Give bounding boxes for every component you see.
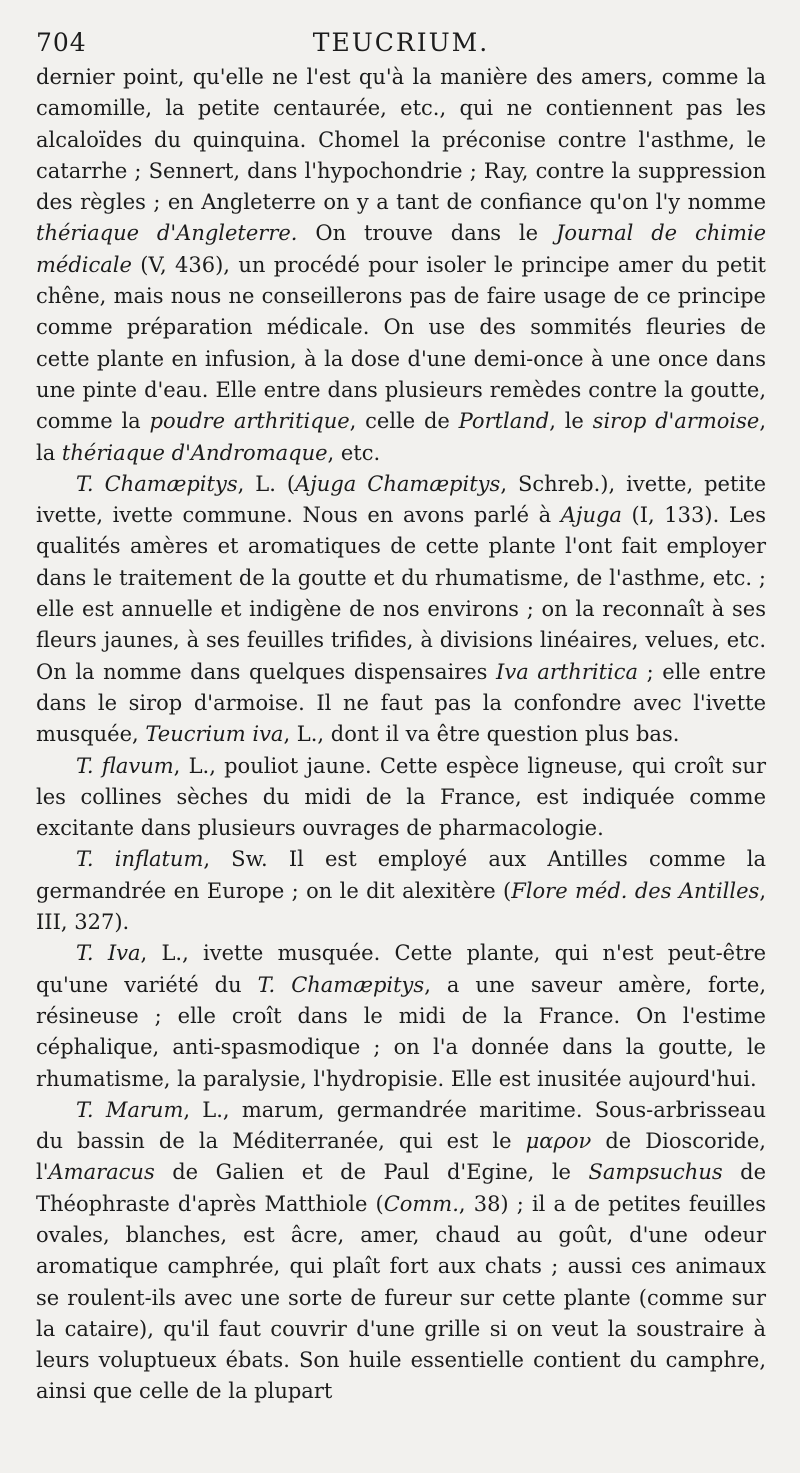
italic-text: poudre arthritique [149,409,350,434]
paragraph-chamaepitys [36,469,766,751]
text-run: , L. ( [237,471,296,496]
text-run: On trouve dans le [297,221,556,246]
text-run: dernier point, qu'elle ne l'est qu'à la manière des amers, comme la camomille, la petite centaurée, etc., qui ne contiennent pas les alcaloïdes du quinquina. Chomel la préconise contre l'asthme, le catarrhe ; Sennert, dans l'hypochondrie ; Ray, contre la suppression des règles ; en Angleterre on y a tant de confiance qu'on l'y nomme [36,65,766,215]
text-run: ; elle entre dans le sirop d'armoise. Il ne faut pas la confondre avec l'ivette musquée, [36,659,767,747]
text-run: , la [36,409,767,465]
italic-text: Ajuga Chamæpitys [295,471,501,496]
italic-text: Amaracus [48,1160,155,1185]
italic-text: Journal de chimie médicale [36,221,766,277]
paragraph-flavum [36,751,766,845]
text-run: de Dioscoride, l' [36,1129,766,1185]
italic-text: Comm. [383,1191,459,1216]
italic-text: Iva arthritica [496,659,639,684]
text-run: , L., marum, germandrée maritime. Sous-arbrisseau du bassin de la Méditerranée, qui est le [36,1097,766,1154]
text-run: , a une saveur amère, forte, résineuse ; elle croît dans le midi de la France. On l'estime céphalique, anti-spasmodique ; on l'a donnée dans la goutte, le rhumatisme, la paralysie, l'hydropisie. Elle est inusitée aujourd'hui. [36,972,766,1091]
text-run: , 38) ; il a de petites feuilles ovales, blanches, est âcre, amer, chaud au goût, d'une odeur aromatique camphrée, qui plaît fort aux chats ; aussi ces animaux se roulent-ils avec une sorte de fureur sur cette plante (comme sur la cataire), qu'il faut couvrir d'une grille si on veut la soustraire à leurs voluptueux ébats. Son huile essentielle contient du camphre, ainsi que celle de la plupart [36,1191,766,1404]
text-run: de Théophraste d'après Matthiole ( [36,1160,766,1216]
italic-text: T. Marum [76,1097,184,1122]
text-run: , III, 327). [36,878,767,935]
italic-text: T. flavum [76,753,174,778]
text-run: , L., pouliot jaune. Cette espèce ligneuse, qui croît sur les collines sèches du midi de la France, est indiquée comme excitante dans plusieurs ouvrages de pharmacologie. [36,753,766,841]
paragraph-inflatum [36,844,766,938]
italic-text: Sampsuchus [588,1160,723,1185]
paragraph-marum [36,1095,766,1408]
italic-text: T. Chamæpitys [257,972,425,997]
paragraph-iva [36,938,766,1094]
italic-text: T. Chamæpitys [76,471,238,496]
text-run: , Sw. Il est employé aux Antilles comme la germandrée en Europe ; on le dit alexitère ( [36,847,766,903]
text-run: , L., dont il va être question plus bas. [283,722,680,747]
page-header [36,22,766,62]
italic-text: sirop d'armoise [592,409,760,434]
text-run: , celle de [349,409,459,434]
body-text [36,62,766,1408]
italic-text: Flore méd. des Antilles [511,878,760,903]
italic-text: Ajuga [560,503,622,528]
running-title: TEUCRIUM. [312,28,490,57]
italic-text: Portland [458,409,550,434]
italic-text: thériaque d'Andromaque [61,440,328,465]
italic-text: thériaque d'Angleterre. [36,221,298,246]
paragraph-continuation [36,62,766,469]
page [36,22,766,1408]
italic-text: T. Iva [76,941,141,966]
italic-text: Teucrium iva [145,722,284,747]
text-run: (V, 436), un procédé pour isoler le principe amer du petit chêne, mais nous ne conseillerons pas de faire usage de ce principe comme préparation médicale. On use des sommités fleuries de cette plante en infusion, à la dose d'une demi-once à une once dans une pinte d'eau. Elle entre dans plusieurs remèdes contre la goutte, comme la [36,252,766,434]
text-run: , Schreb.), ivette, petite ivette, ivette commune. Nous en avons parlé à [36,471,767,528]
text-run: de Galien et de Paul d'Egine, le [154,1160,589,1185]
italic-text: T. inflatum [76,847,204,872]
italic-text: μαρον [525,1129,592,1154]
text-run: (I, 133). Les qualités amères et aromatiques de cette plante l'ont fait employer dans le traitement de la goutte et du rhumatisme, de l'asthme, etc. ; elle est annuelle et indigène de nos environs ; on la reconnaît à ses fleurs jaunes, à ses feuilles trifides, à divisions linéaires, velues, etc. On la nomme dans quelques dispensaires [36,503,767,684]
text-run: , le [549,409,593,434]
page-number: 704 [36,28,87,57]
text-run: , etc. [327,440,381,465]
text-run: , L., ivette musquée. Cette plante, qui n'est peut-être qu'une variété du [36,941,766,997]
